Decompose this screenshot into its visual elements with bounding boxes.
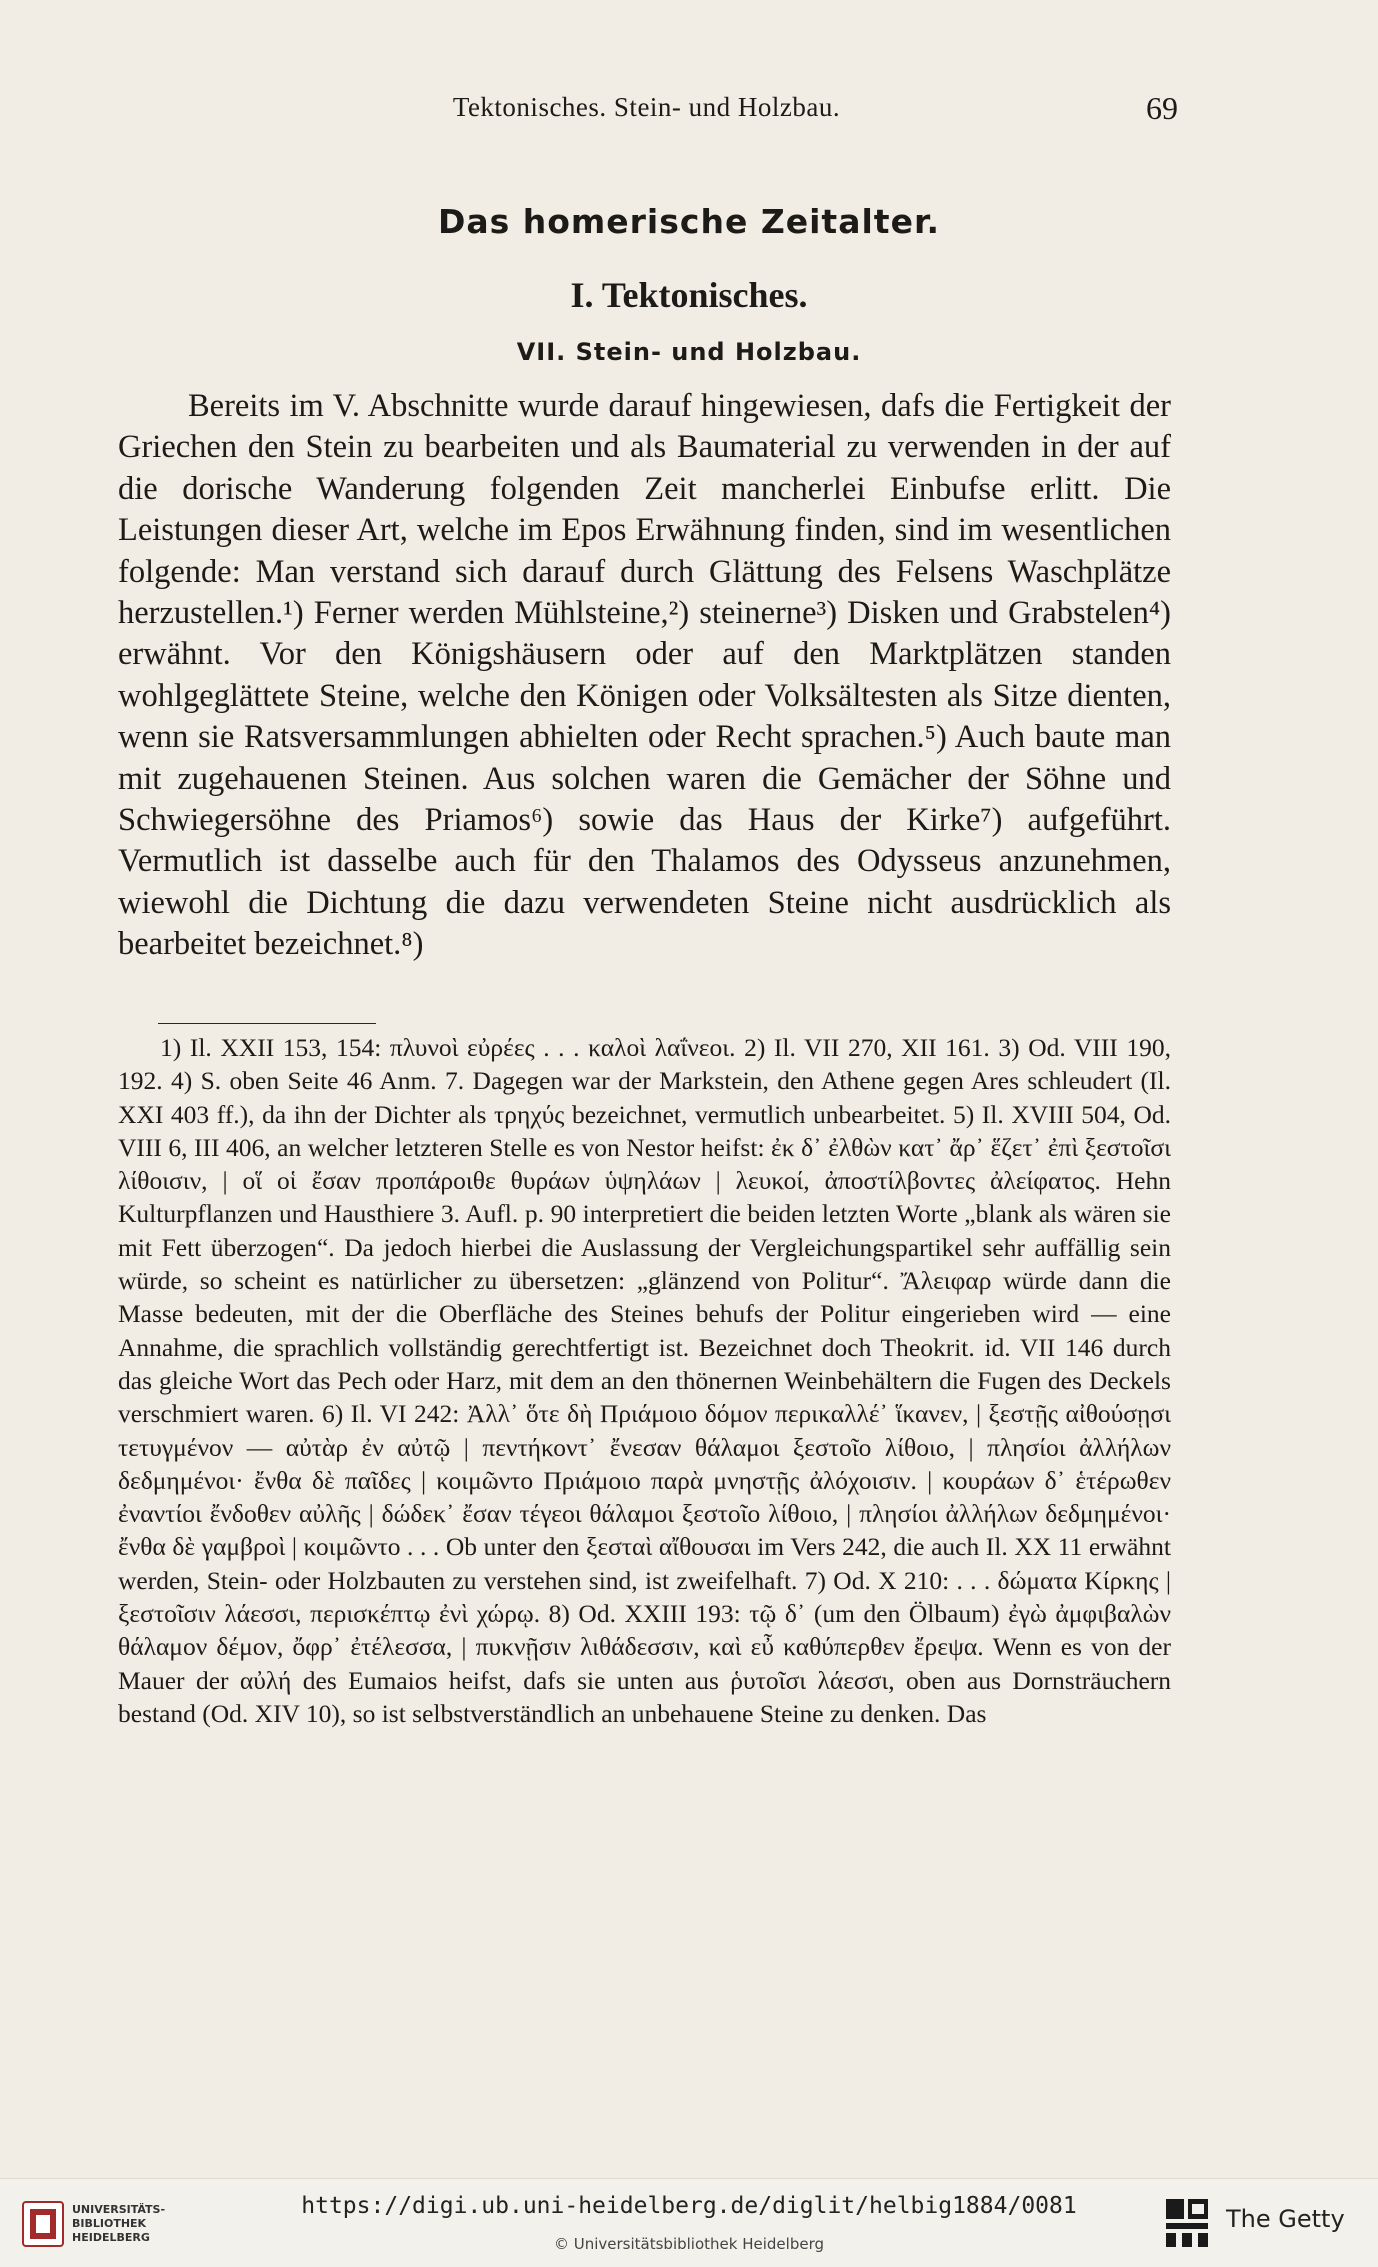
library-line: HEIDELBERG — [72, 2231, 150, 2244]
partner-name: The Getty — [1226, 2205, 1345, 2233]
copyright-notice: © Universitätsbibliothek Heidelberg — [553, 2235, 824, 2253]
chapter-heading: Das homerische Zeitalter. — [437, 202, 941, 241]
subsection-heading: VII. Stein- und Holzbau. — [516, 338, 862, 366]
running-head — [115, 92, 1178, 132]
body-paragraph: Bereits im V. Abschnitte wurde darauf hingewiesen, dafs die Fertigkeit der Griechen den Stein zu bearbeiten und als Baumaterial zu verwenden in der auf die dorische Wanderung folgenden Zeit mancherlei Einbufse erlitt. Die Leistungen dieser Art, welche im Epos Erwähnung finden, sind im wesentlichen folgende: Man verstand sich darauf durch Glättung des Felsens Waschplätze herzustellen.¹) Ferner werden Mühlsteine,²) steinerne³) Disken und Grabstelen⁴) erwähnt. Vor den Königshäusern oder auf den Marktplätzen standen wohlgeglättete Steine, welche den Königen oder Volksältesten als Sitze dienten, wenn sie Ratsversammlungen abhielten oder Recht sprachen.⁵) Auch baute man mit zugehauenen Steinen. Aus solchen waren die Gemächer der Söhne und Schwiegersöhne des Priamos⁶) sowie das Haus der Kirke⁷) aufgeführt. Vermutlich ist dasselbe auch für den Thalamos des Odysseus anzunehmen, wiewohl die Dichtung die dazu verwendeten Steine nicht ausdrücklich als bearbeitet bezeichnet.⁸) — [118, 388, 1171, 963]
footnotes: 1) Il. XXII 153, 154: πλυνοὶ εὐρέες . . . καλοὶ λαΐνεοι. 2) Il. VII 270, XII 161. 3) Od. VIII 190, 192. 4) S. oben Seite 46 Anm. 7. Dagegen war der Markstein, den Athene gegen Ares schleudert (Il. XXI 403 ff.), da ihn der Dichter als τρηχύς bezeichnet, vermutlich unbearbeitet. 5) Il. XVIII 504, Od. VIII 6, III 406, an welcher letzteren Stelle es von Nestor heifst: ἐκ δ᾽ ἐλθὼν κατ᾽ ἄρ᾽ ἕζετ᾽ ἐπὶ ξεστοῖσι λίθοισιν, | οἵ οἱ ἔσαν προπάροιθε θυράων ὑψηλάων | λευκοί, ἀποστίλβοντες ἀλείφατος. Hehn Kulturpflanzen und Hausthiere 3. Aufl. p. 90 interpretiert die beiden letzten Worte „blank als wären sie mit Fett überzogen“. Da jedoch hierbei die Auslassung der Vergleichungspartikel sehr auffällig sein würde, so scheint es natürlicher zu übersetzen: „glänzend von Politur“. Ἄλειφαρ würde dann die Masse bedeuten, mit der die Oberfläche des Steines behufs der Politur eingerieben wird — eine Annahme, die sprachlich vollständig gerechtfertigt ist. Bezeichnet doch Theokrit. id. VII 146 durch das gleiche Wort das Pech oder Harz, mit dem an den thönernen Weinbehältern die Fugen des Deckels verschmiert waren. 6) Il. VI 242: Ἀλλ᾽ ὅτε δὴ Πριάμοιο δόμον περικαλλέ᾽ ἵκανεν, | ξεστῇς αἰθούσῃσι τετυγμένον — αὐτὰρ ἐν αὐτῷ | πεντήκοντ᾽ ἔνεσαν θάλαμοι ξεστοῖο λίθοιο, | πλησίοι ἀλλήλων δεδμημένοι· ἔνθα δὲ παῖδες | κοιμῶντο Πριάμοιο παρὰ μνηστῇς ἀλόχοισιν. | κουράων δ᾽ ἑτέρωθεν ἐναντίοι ἔνδοθεν αὐλῆς | δώδεκ᾽ ἔσαν τέγεοι θάλαμοι ξεστοῖο λίθοιο, | πλησίοι ἀλλήλων δεδμημένοι· ἔνθα δὲ γαμβροὶ | κοιμῶντο . . . Ob unter den ξεσταὶ αἴθουσαι im Vers 242, die auch Il. XX 11 erwähnt werden, Stein- oder Holzbauten zu verstehen sind, ist zweifelhaft. 7) Od. X 210: . . . δώματα Κίρκης | ξεστοῖσιν λάεσσι, περισκέπτῳ ἐνὶ χώρῳ. 8) Od. XXIII 193: τῷ δ᾽ (um den Ölbaum) ἐγὼ ἀμφιβαλὼν θάλαμον δέμον, ὄφρ᾽ ἐτέλεσσα, | πυκνῇσιν λιθάδεσσιν, καὶ εὖ καθύπερθεν ἔρεψα. Wenn es von der Mauer der αὐλή des Eumaios heifst, dafs sie unten aus ῥυτοῖσι λάεσσι, oben aus Dornsträuchern bestand (Od. XIV 10), so ist selbstverständlich an unbehauene Steine zu denken. Das — [118, 1033, 1171, 1728]
viewer-footer — [0, 2178, 1378, 2267]
section-heading: I. Tektonisches. — [570, 275, 808, 315]
running-head-title: Tektonisches. Stein- und Holzbau. — [452, 92, 841, 122]
permalink-url[interactable]: https://digi.ub.uni-heidelberg.de/diglit/helbig1884/0081 — [301, 2193, 1077, 2219]
library-line: BIBLIOTHEK — [72, 2217, 147, 2230]
page-number: 69 — [1146, 90, 1178, 126]
footnote-rule — [158, 1023, 376, 1024]
getty-logo-icon[interactable] — [1162, 2195, 1212, 2249]
library-line: UNIVERSITÄTS- — [72, 2203, 166, 2216]
